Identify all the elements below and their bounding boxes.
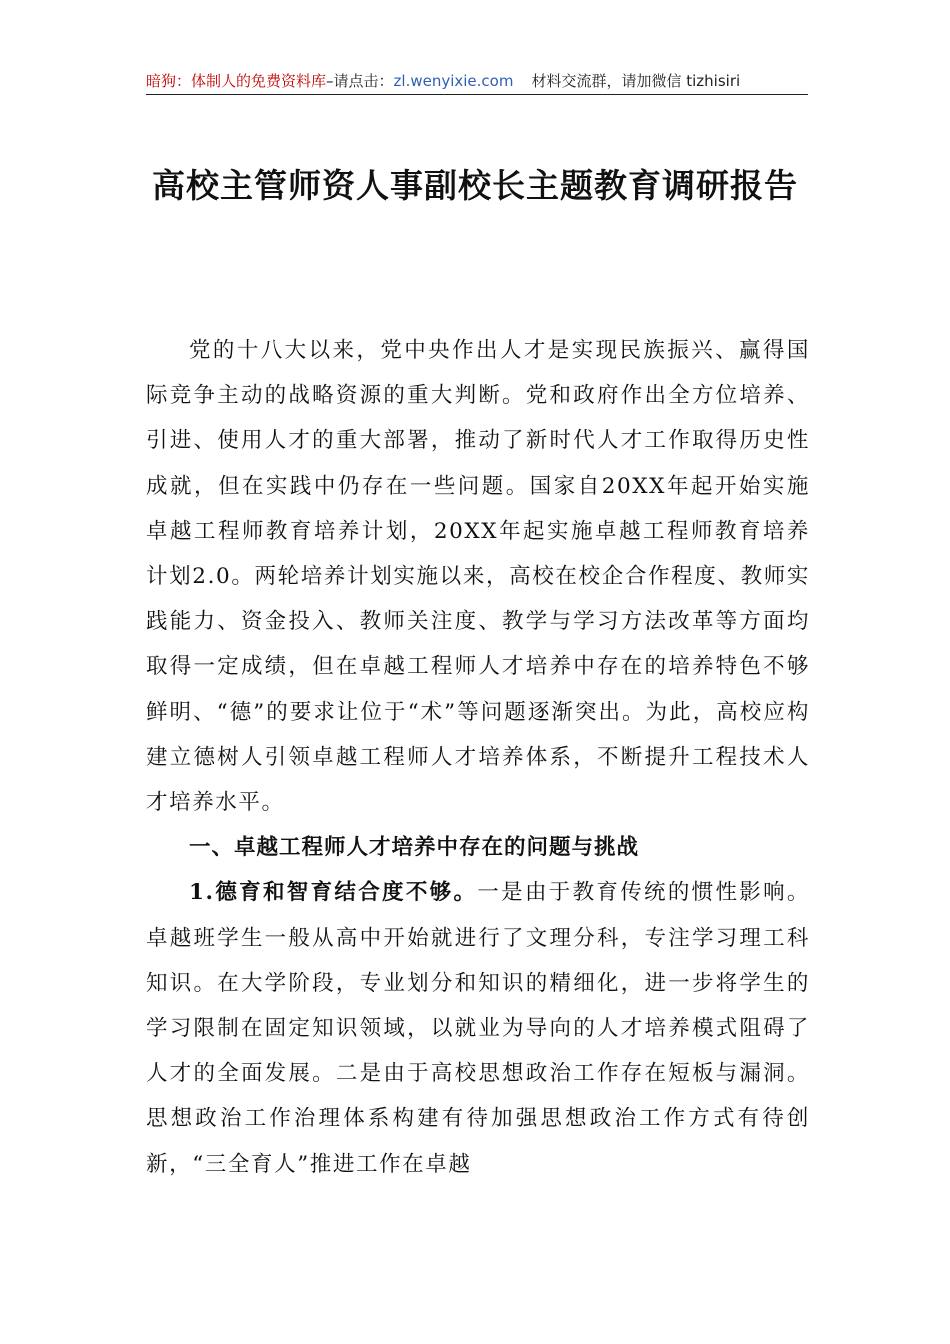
header-group-info: 材料交流群，请加微信 tizhisiri <box>531 72 741 90</box>
point-1-paragraph <box>146 870 810 1186</box>
document-body <box>146 328 810 1187</box>
intro-paragraph: 党的十八大以来，党中央作出人才是实现民族振兴、赢得国际竞争主动的战略资源的重大判断。党和政府作出全方位培养、引进、使用人才的重大部署，推动了新时代人才工作取得历史性成就，但在实践中仍存在一些问题。国家自20XX年起开始实施卓越工程师教育培养计划，20XX年起实施卓越工程师教育培养计划2.0。两轮培养计划实施以来，高校在校企合作程度、教师实践能力、资金投入、教师关注度、教学与学习方法改革等方面均取得一定成绩，但在卓越工程师人才培养中存在的培养特色不够鲜明、“德”的要求让位于“术”等问题逐渐突出。为此，高校应构建立德树人引领卓越工程师人才培养体系，不断提升工程技术人才培养水平。 <box>146 338 810 816</box>
point-1-lead: 1.德育和智育结合度不够。 <box>189 880 478 906</box>
header-link[interactable]: zl.wenyixie.com <box>393 72 514 90</box>
section-heading-1: 一、卓越工程师人才培养中存在的问题与挑战 <box>189 835 640 861</box>
page-header <box>146 68 808 95</box>
point-1-text: 一是由于教育传统的惯性影响。卓越班学生一般从高中开始就进行了文理分科，专注学习理工科知识。在大学阶段，专业划分和知识的精细化，进一步将学生的学习限制在固定知识领域，以就业为导向的人才培养模式阻碍了人才的全面发展。二是由于高校思想政治工作存在短板与漏洞。思想政治工作治理体系构建有待加强思想政治工作方式有待创新，“三全育人”推进工作在卓越 <box>146 880 810 1177</box>
header-prompt: –请点击： <box>326 72 394 90</box>
document-title: 高校主管师资人事副校长主题教育调研报告 <box>152 166 798 205</box>
header-brand: 暗狗：体制人的免费资料库 <box>146 72 327 90</box>
